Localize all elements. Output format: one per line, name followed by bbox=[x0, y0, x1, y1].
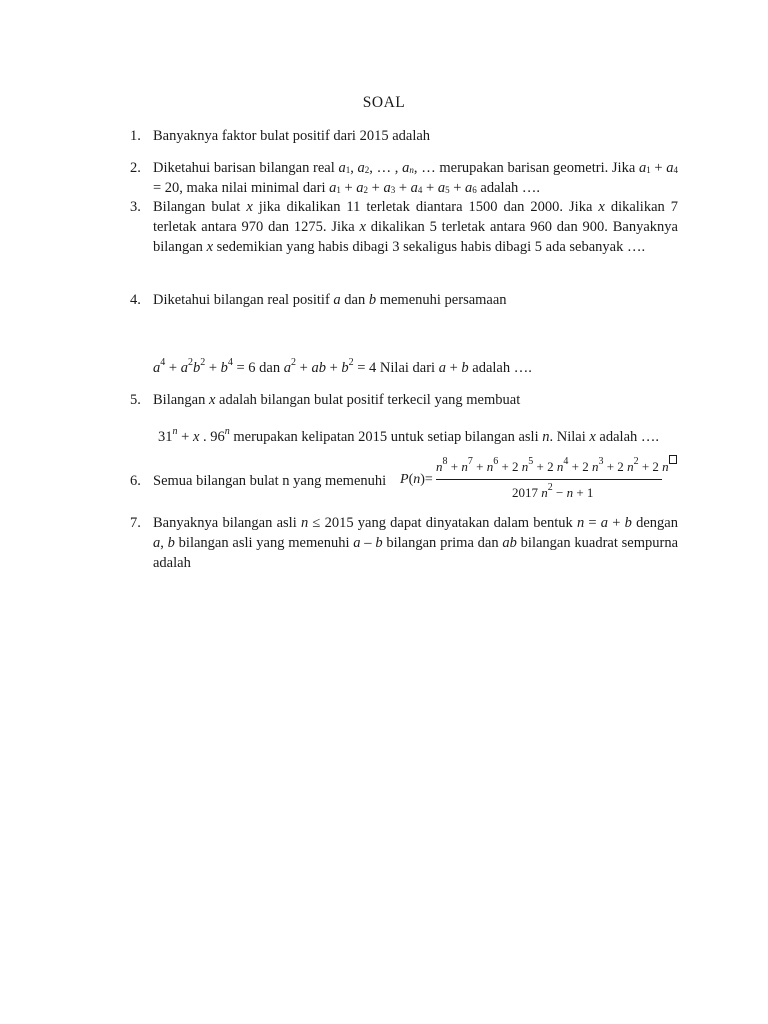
question-1 bbox=[130, 126, 678, 146]
formula-denominator: 2017 $n^2 - n + 1$ bbox=[512, 482, 594, 500]
formula-lhs: P(n)= bbox=[400, 472, 433, 487]
question-text: Bilangan bulat x jika dikalikan 11 terletak diantara 1500 dan 2000. Jika x dikalikan 7 terletak antara 970 dan 1275. Jika x dikalikan 5 terletak antara 960 dan 900. Banyaknya bilangan x sedemikian yang habis dibagi 3 sekaligus habis dibagi 5 ada sebanyak …. bbox=[153, 199, 679, 255]
page-title: SOAL bbox=[362, 94, 406, 111]
question-text: Banyaknya faktor bulat positif dari 2015 adalah bbox=[153, 128, 431, 144]
question-4-formula: $a^4 + a^2b^2 + b^4 = 6$ dan $a^2$ + ab + $b^2 = 4$ Nilai dari a + b adalah …. bbox=[153, 357, 532, 376]
question-7 bbox=[130, 513, 678, 573]
question-5-formula: $31^n + x$ . 96$^n$ merupakan kelipatan 2015 untuk setiap bilangan asli n. Nilai x adalah …. bbox=[158, 426, 660, 445]
question-5 bbox=[130, 390, 678, 410]
question-number: 7. bbox=[130, 515, 141, 531]
question-number: 5. bbox=[130, 392, 141, 408]
question-text: Diketahui bilangan real positif a dan b memenuhi persamaan bbox=[153, 292, 507, 308]
question-2 bbox=[130, 158, 678, 198]
question-number: 6. bbox=[130, 473, 141, 489]
question-4 bbox=[130, 290, 678, 310]
question-number: 2. bbox=[130, 160, 141, 176]
question-number: 3. bbox=[130, 199, 141, 215]
question-text: Banyaknya bilangan asli n ≤ 2015 yang dapat dinyatakan dalam bentuk n = a + b dengan a, b bilangan asli yang memenuhi a – b bilangan prima dan ab bilangan kuadrat sempurna adalah bbox=[153, 515, 679, 571]
question-number: 4. bbox=[130, 292, 141, 308]
question-text: Semua bilangan bulat n yang memenuhi bbox=[153, 473, 387, 489]
question-3 bbox=[130, 197, 678, 257]
question-text: Diketahui barisan bilangan real $a_1$, $a_2$, … , $a_n$, … merupakan barisan geometri. Jika $a_1 + a_4 = 20$, maka nilai minimal dari $a_1 + a_2 + a_3 + a_4 + a_5 + a_6$ adalah …. bbox=[153, 160, 679, 196]
missing-glyph-box bbox=[669, 455, 677, 464]
fraction-bar bbox=[436, 479, 662, 480]
question-text: Bilangan x adalah bilangan bulat positif terkecil yang membuat bbox=[153, 392, 521, 408]
formula-numerator: $n^8 + n^7 + n^6 + 2$ $n^5 + 2$ $n^4 + 2$ $n^3 + 2$ $n^2 + 2$ n bbox=[436, 455, 677, 477]
question-number: 1. bbox=[130, 128, 141, 144]
